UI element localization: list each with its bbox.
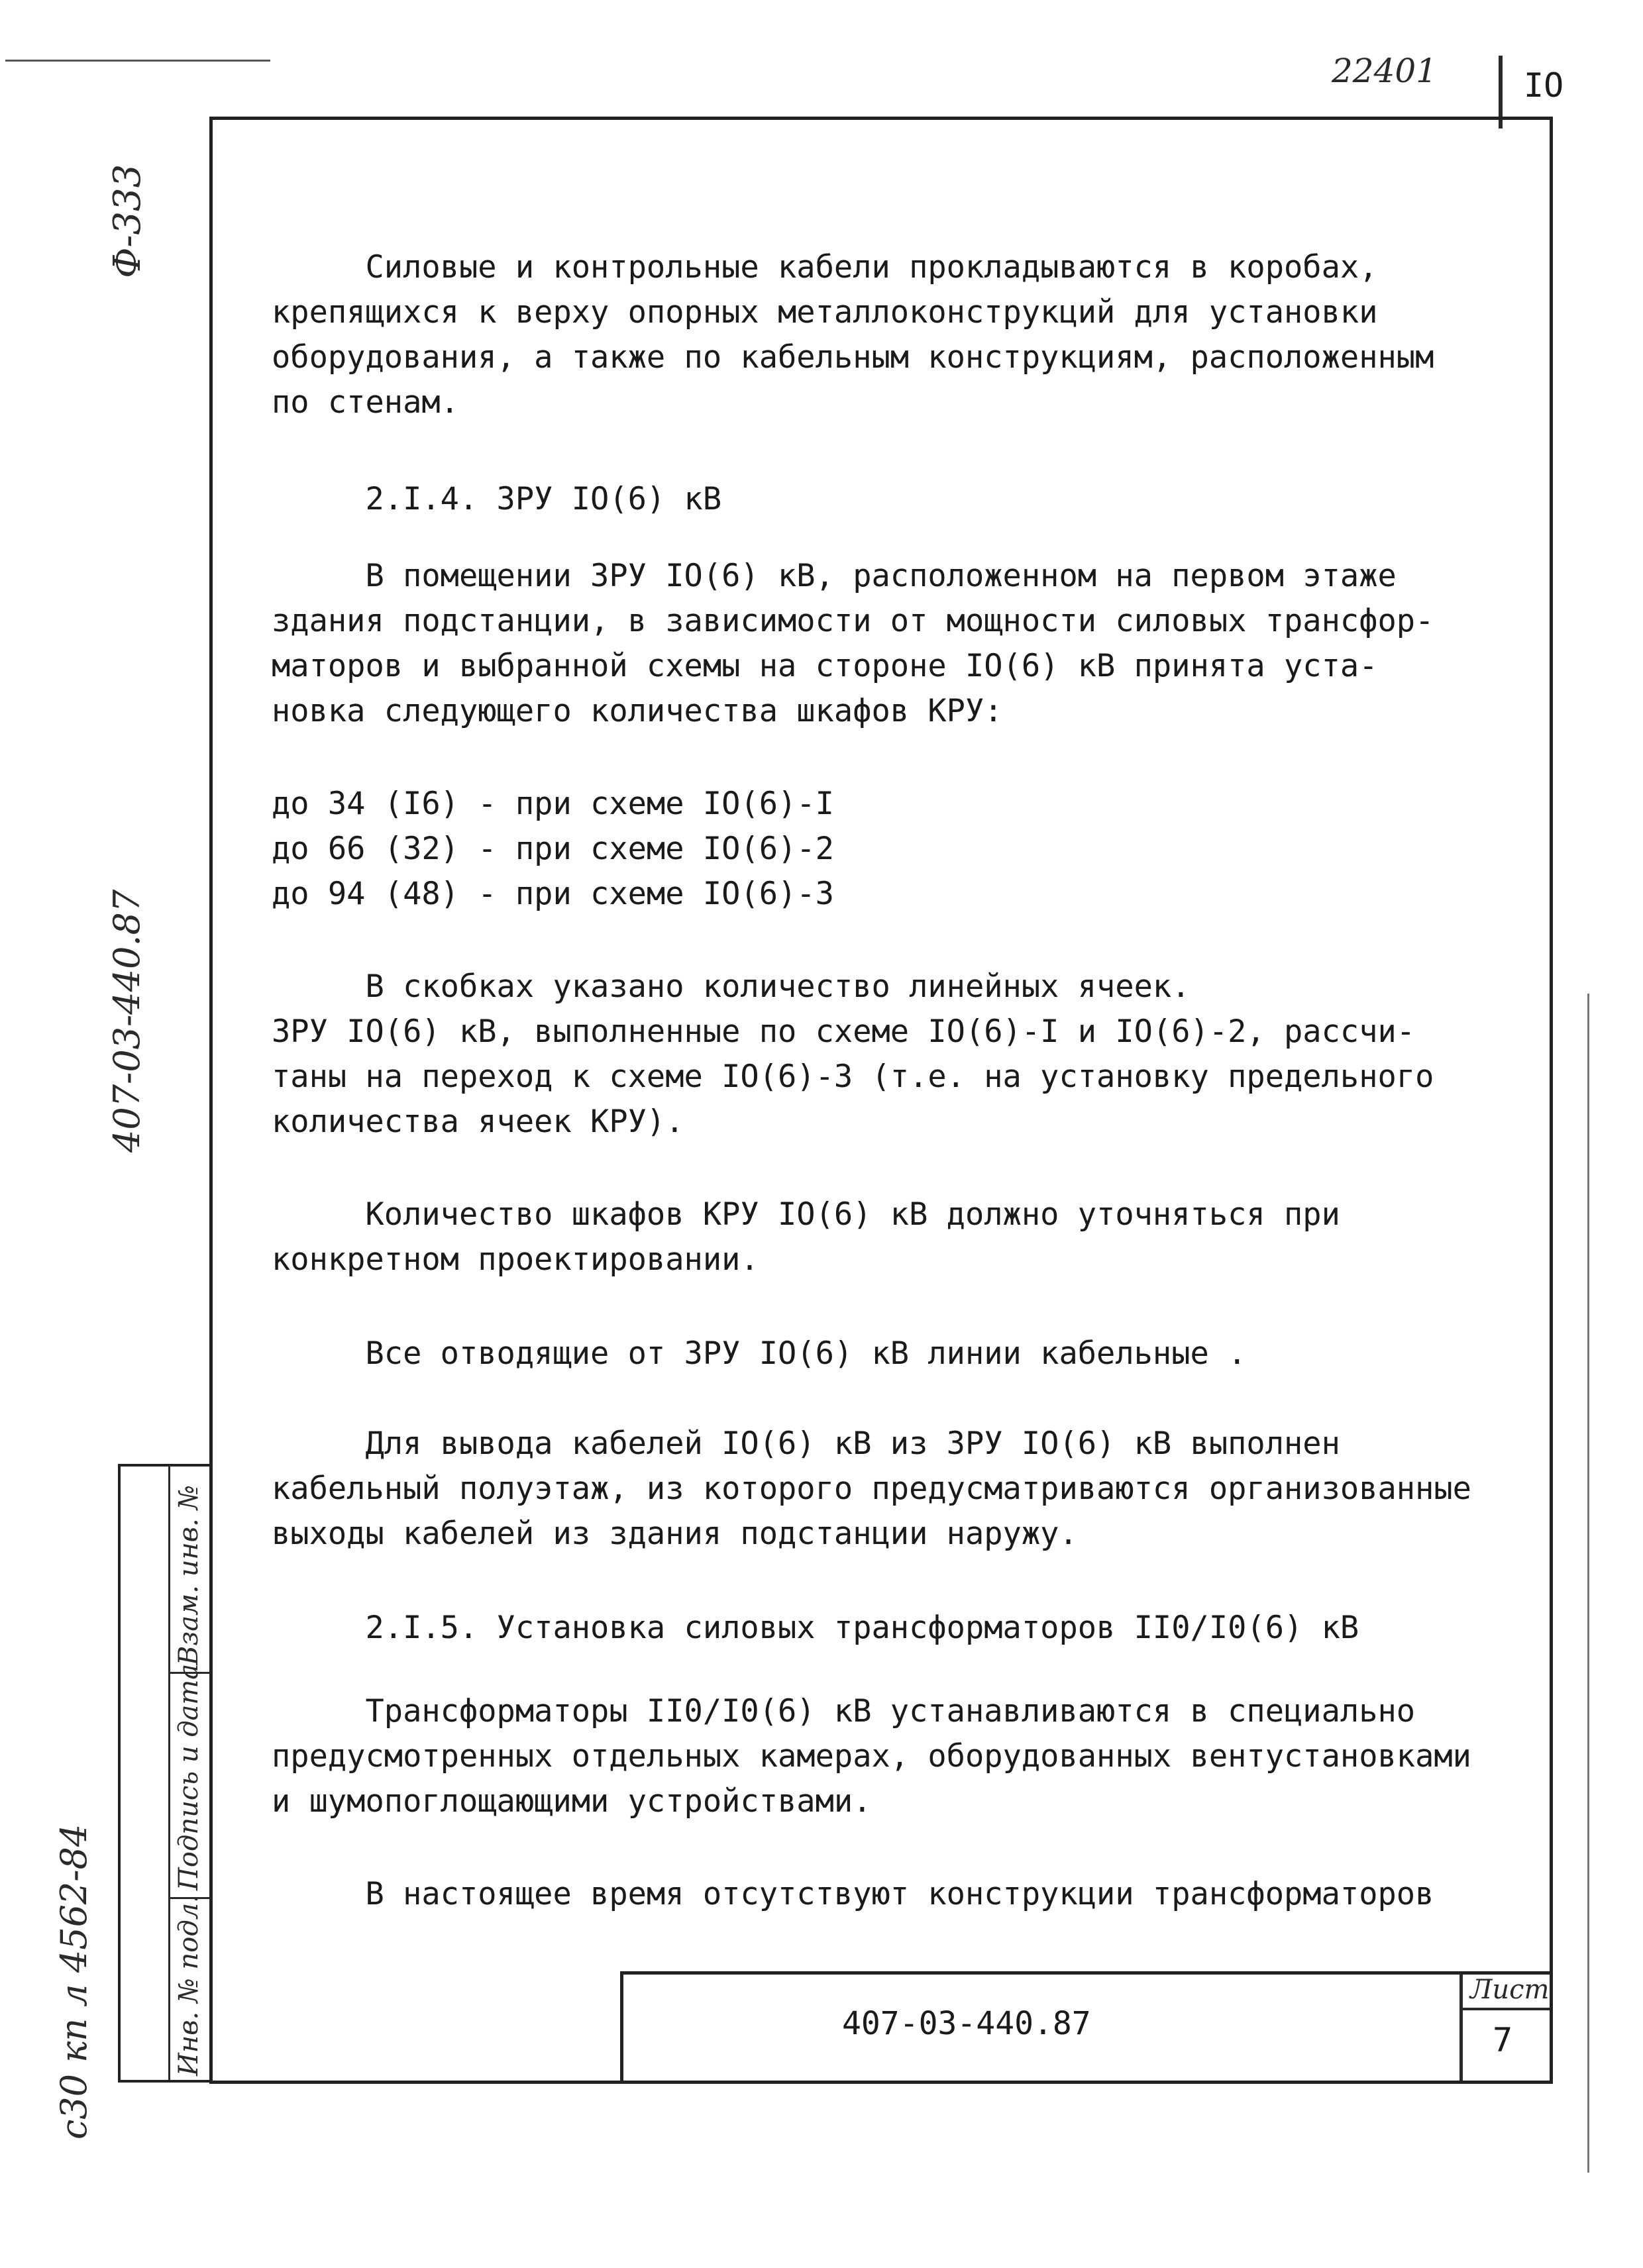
title-block bbox=[620, 1971, 1550, 2081]
para-room-line-2: здания подстанции, в зависимости от мощности силовых трансфор- bbox=[272, 603, 1434, 639]
para-brackets-line-2: ЗРУ IO(6) кВ, выполненные по схеме IO(6)-I и IO(6)-2, рассчи- bbox=[272, 1013, 1416, 1050]
para-outgoing-lines: Все отводящие от ЗРУ IO(6) кВ линии кабельные . bbox=[272, 1335, 1247, 1372]
list-item: до 34 (I6) - при схеме IO(6)-I bbox=[272, 786, 834, 822]
list-item: до 94 (48) - при схеме IO(6)-3 bbox=[272, 876, 834, 912]
top-rule bbox=[5, 60, 270, 62]
page-number: IO bbox=[1524, 66, 1564, 105]
title-block-doc-code: 407-03-440.87 bbox=[842, 2005, 1091, 2042]
title-block-sheet-label: Лист bbox=[1470, 1975, 1550, 2005]
right-edge-mark bbox=[1587, 994, 1589, 2173]
stamp-label-inventory: Инв. № подл. bbox=[174, 1894, 204, 2076]
title-block-sheet-divider bbox=[1459, 1975, 1463, 2081]
para-cable-floor-line-3: выходы кабелей из здания подстанции наружу. bbox=[272, 1516, 1078, 1552]
para-cable-floor-line-2: кабельный полуэтаж, из которого предусматриваются организованные bbox=[272, 1470, 1471, 1507]
para-room-line-1: В помещении ЗРУ IO(6) кВ, расположенном на первом этаже bbox=[272, 558, 1397, 594]
para-cables-line-4: по стенам. bbox=[272, 384, 459, 421]
form-code: Ф-333 bbox=[106, 164, 149, 278]
para-brackets-line-3: таны на переход к схеме IO(6)-3 (т.е. на установку предельного bbox=[272, 1058, 1434, 1095]
title-block-sheet-row-line bbox=[1459, 2008, 1550, 2010]
para-cable-floor-line-1: Для вывода кабелей IO(6) кВ из ЗРУ IO(6) кВ выполнен bbox=[272, 1425, 1340, 1462]
para-transformers-line-1: Трансформаторы II0/I0(6) кВ устанавливаются в специально bbox=[272, 1693, 1416, 1729]
para-transformers-line-3: и шумопоглощающими устройствами. bbox=[272, 1783, 872, 1820]
title-block-sheet-number: 7 bbox=[1493, 2021, 1513, 2059]
archive-number: 22401 bbox=[1332, 52, 1438, 90]
para-quantity-line-1: Количество шкафов КРУ IO(6) кВ должно уточняться при bbox=[272, 1196, 1340, 1233]
para-transformers-line-2: предусмотренных отдельных камерах, оборудованных вентустановками bbox=[272, 1738, 1471, 1775]
section-heading-214: 2.I.4. ЗРУ IO(6) кВ bbox=[272, 481, 722, 517]
para-room-line-3: маторов и выбранной схемы на стороне IO(6) кВ принята уста- bbox=[272, 648, 1378, 684]
doc-code-vertical: 407-03-440.87 bbox=[106, 889, 148, 1153]
para-room-line-4: новка следующего количества шкафов КРУ: bbox=[272, 693, 1003, 729]
side-stamp-box bbox=[118, 1464, 212, 2083]
para-cables-line-1: Силовые и контрольные кабели прокладываются в коробах, bbox=[272, 249, 1378, 285]
para-quantity-line-2: конкретном проектировании. bbox=[272, 1241, 759, 1278]
para-cables-line-2: крепящихся к верху опорных металлоконструкций для установки bbox=[272, 294, 1378, 331]
para-currently-absent: В настоящее время отсутствуют конструкции трансформаторов bbox=[272, 1876, 1434, 1912]
side-stamp-divider bbox=[168, 1467, 170, 2080]
stamp-label-signature: Подпись и дата bbox=[174, 1663, 204, 1890]
para-brackets-line-1: В скобках указано количество линейных ячеек. bbox=[272, 968, 1191, 1005]
section-heading-215: 2.I.5. Установка силовых трансформаторов II0/I0(6) кВ bbox=[272, 1610, 1359, 1646]
para-cables-line-3: оборудования, а также по кабельным конструкциям, расположенным bbox=[272, 339, 1434, 376]
para-brackets-line-4: количества ячеек КРУ). bbox=[272, 1104, 684, 1140]
bottom-note: с30 кп л 4562-84 bbox=[53, 1824, 95, 2139]
list-item: до 66 (32) - при схеме IO(6)-2 bbox=[272, 831, 834, 867]
stamp-label-replacement: Взам. инв. № bbox=[174, 1484, 204, 1665]
